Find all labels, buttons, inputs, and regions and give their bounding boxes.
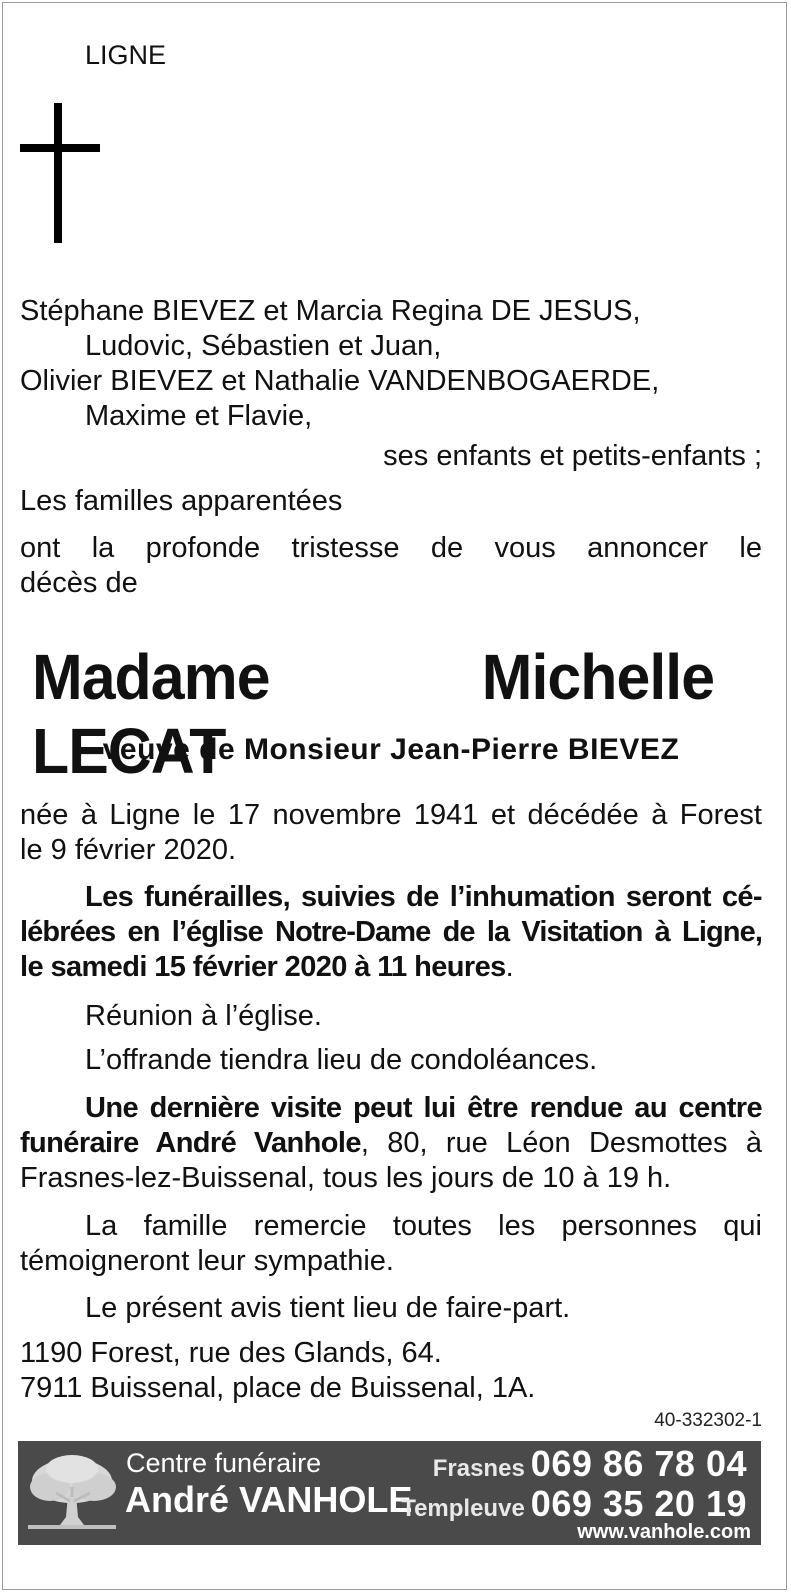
funeral-line-2: lébrées en l’église Notre-Dame de la Visitation à Ligne,	[20, 916, 762, 948]
visit-line-3: Frasnes-lez-Buissenal, tous les jours de 10 à 19 h.	[20, 1162, 672, 1194]
reunion-line: Réunion à l’église.	[85, 1000, 322, 1032]
family-line-2: Ludovic, Sébastien et Juan,	[85, 330, 442, 362]
thanks-line-1: La famille remercie toutes les personnes qui	[85, 1210, 762, 1242]
offering-line: L’offrande tiendra lieu de condoléances.	[85, 1044, 598, 1076]
frasnes-phone[interactable]: 069 86 78 04	[530, 1443, 747, 1484]
deceased-name: Madame Michelle LECAT	[32, 641, 715, 787]
visit-line-2	[20, 1126, 762, 1161]
funeral-date-period: .	[505, 951, 514, 983]
notice-line: Le présent avis tient lieu de faire-part.	[85, 1292, 571, 1324]
funeral-line-1: Les funérailles, suivies de l’inhumation seront cé-	[85, 881, 762, 913]
widow-of: veuve de Monsieur Jean-Pierre BIEVEZ	[102, 733, 680, 766]
serial-number: 40-332302-1	[654, 1410, 762, 1431]
visit-center-name: funéraire André Vanhole	[20, 1127, 361, 1159]
funeral-home-banner	[18, 1441, 761, 1545]
announce-line-2: décès de	[20, 567, 138, 599]
place-title: LIGNE	[85, 40, 167, 70]
frasnes-label: Frasnes	[432, 1455, 525, 1482]
banner-company-name: André VANHOLE	[125, 1479, 413, 1520]
family-line-4: Maxime et Flavie,	[85, 400, 313, 432]
tree-icon	[24, 1451, 120, 1535]
visit-address: , 80, rue Léon Desmottes à	[360, 1127, 762, 1159]
birth-line-2: le 9 février 2020.	[20, 834, 237, 866]
templeuve-contact	[401, 1483, 747, 1525]
family-line-6: Les familles apparentées	[20, 485, 343, 517]
funeral-date: le samedi 15 février 2020 à 11 heures	[20, 951, 506, 983]
banner-center-label: Centre funéraire	[126, 1448, 322, 1478]
thanks-line-2: témoigneront leur sympathie.	[20, 1245, 394, 1277]
address-line-1: 1190 Forest, rue des Glands, 64.	[20, 1337, 442, 1369]
announce-line-1: ont la profonde tristesse de vous annoncer le	[20, 532, 762, 564]
visit-line-1: Une dernière visite peut lui être rendue au centre	[85, 1092, 762, 1124]
family-line-1: Stéphane BIEVEZ et Marcia Regina DE JESUS,	[20, 295, 641, 327]
funeral-line-3	[20, 950, 513, 985]
templeuve-phone[interactable]: 069 35 20 19	[530, 1483, 747, 1524]
family-line-3: Olivier BIEVEZ et Nathalie VANDENBOGAERDE,	[20, 365, 660, 397]
family-line-5: ses enfants et petits-enfants ;	[383, 440, 762, 472]
birth-line-1: née à Ligne le 17 novembre 1941 et décédée à Forest	[20, 799, 762, 831]
frasnes-contact	[433, 1443, 747, 1485]
address-line-2: 7911 Buissenal, place de Buissenal, 1A.	[20, 1372, 536, 1404]
website-link[interactable]: www.vanhole.com	[577, 1521, 751, 1543]
templeuve-label: Templeuve	[401, 1495, 525, 1522]
